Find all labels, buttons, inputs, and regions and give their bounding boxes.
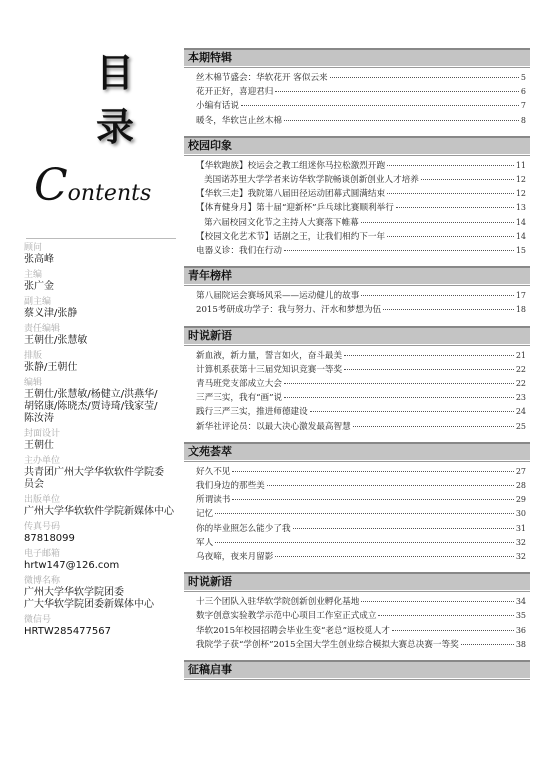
entry-title: 【校园文化艺术节】话剧之王，让我们相约下一年 [196,231,386,242]
section-items [184,346,530,434]
toc-entry [184,609,530,623]
section-header: 时说新语 [184,326,530,344]
section-items [184,68,530,128]
entry-title: 十三个团队入驻华软学院创新创业孵化基地 [196,597,360,608]
staff-label: 电子邮箱 [24,549,61,559]
dot-leader [387,236,514,237]
entry-title: 小编有话说 [196,101,239,112]
toc-entry [184,465,530,479]
toc-section [184,326,530,434]
section-header: 时说新语 [184,572,530,590]
dot-leader [275,556,513,557]
toc-entry [184,624,530,638]
section-header: 征稿启事 [184,660,530,678]
toc-entry [184,159,530,173]
section-items [184,156,530,258]
staff-block [24,455,174,491]
staff-block [24,350,174,374]
toc-entry [184,289,530,303]
dot-leader [361,295,514,296]
toc-entry [184,349,530,363]
toc-entry [184,493,530,507]
entry-title: 军人 [196,537,214,548]
entry-title: 所谓读书 [196,495,231,506]
toc-entry [184,173,530,187]
contents-heading [34,160,174,211]
dot-leader [396,207,514,208]
toc-entry [184,244,530,258]
entry-page-number: 15 [515,246,526,256]
entry-page-number: 25 [515,421,526,431]
entry-title: 新华社评论员：以最大决心激发最高智慧 [196,421,351,432]
dot-leader [267,485,514,486]
dot-leader [387,165,514,166]
entry-title: 乌夜啼，夜来月留影 [196,552,274,563]
toc-entry [184,550,530,564]
staff-label: 主编 [24,270,43,280]
toc-entry [184,303,530,317]
toc-entry [184,85,530,99]
toc-entry [184,405,530,419]
entry-page-number: 29 [515,495,526,505]
toc-entry [184,71,530,85]
toc-entry [184,201,530,215]
section-items [184,286,530,317]
entry-page-number: 7 [520,101,526,111]
entry-page-number: 27 [515,466,526,476]
entry-page-number: 32 [515,552,526,562]
staff-block [24,269,174,293]
dot-leader [383,309,514,310]
dot-leader [232,499,513,500]
dot-leader [353,426,514,427]
entry-page-number: 13 [515,203,526,213]
entry-title: 青马班党支部成立大会 [196,379,282,390]
entry-title: 计算机系获第十三届党知识竞赛一等奖 [196,364,343,375]
entry-page-number: 18 [515,305,526,315]
toc-section [184,660,530,680]
entry-title: 第六届校园文化节之主持人大赛落下帷幕 [204,217,359,228]
toc-entry [184,391,530,405]
staff-block [24,575,174,611]
staff-block [24,242,174,266]
contents-initial: C [34,160,68,211]
dot-leader [275,91,519,92]
toc-entry [184,522,530,536]
staff-value: 王朝仕/张慧敏/杨健立/洪燕华/ 胡铭康/陈晓杰/贾诗琦/钱家莹/ 陈汝涛 [24,389,158,424]
section-items [184,462,530,564]
entry-page-number: 8 [520,115,526,125]
toc-entry [184,479,530,493]
dot-leader [241,105,519,106]
entry-title: 华软2015年校园招聘会毕业生变“老总”返校觅人才 [196,625,390,636]
dot-leader [378,615,513,616]
contents-rest: ontents [67,181,152,206]
masthead-column [0,0,180,777]
staff-value: 张广金 [24,281,54,292]
toc-entry [184,536,530,550]
dot-leader [232,471,513,472]
section-header: 校园印象 [184,136,530,154]
staff-value: 王朝仕 [24,440,54,451]
dot-leader [310,411,514,412]
entry-title: 我们身边的那些美 [196,481,265,492]
entry-page-number: 17 [515,291,526,301]
dot-leader [215,542,514,543]
staff-block [24,377,174,425]
staff-block [24,428,174,452]
entry-title: 你的毕业照怎么能少了我 [196,523,291,534]
toc-entry [184,230,530,244]
entry-page-number: 28 [515,481,526,491]
left-divider [26,238,176,239]
entry-title: 数字创意实验教学示范中心项目工作室正式成立 [196,611,377,622]
staff-value: HRTW285477567 [24,626,111,637]
dot-leader [461,644,514,645]
toc-entry [184,507,530,521]
entry-page-number: 5 [520,73,526,82]
toc-entry [184,595,530,609]
section-header: 青年榜样 [184,266,530,284]
staff-block [24,296,174,320]
entry-title: 记忆 [196,509,214,520]
entry-title: 践行三严三实，推进师德建设 [196,407,308,418]
dot-leader [361,601,514,602]
entry-title: 新血液，新力量，誓言如火，奋斗最美 [196,350,343,361]
staff-label: 传真号码 [24,522,61,532]
entry-page-number: 22 [515,364,526,374]
entry-title: 我院学子获“学创杯”2015全国大学生创业综合模拟大赛总决赛一等奖 [196,639,459,650]
staff-value: 广州大学华软软件学院新媒体中心 [24,506,174,517]
entry-page-number: 23 [515,393,526,403]
staff-block [24,548,174,572]
toc-entry [184,420,530,434]
entry-page-number: 34 [515,597,526,607]
staff-block [24,494,174,518]
dot-leader [284,120,519,121]
toc-entry [184,638,530,652]
dot-leader [293,528,514,529]
staff-value: hrtw147@126.com [24,560,120,571]
staff-value: 张静/王朝仕 [24,362,78,373]
staff-label: 责任编辑 [24,324,61,334]
staff-block [24,521,174,545]
entry-page-number: 14 [515,217,526,227]
toc-entry [184,99,530,113]
staff-value: 蔡义津/张静 [24,308,78,319]
toc-section [184,136,530,258]
staff-block [24,323,174,347]
staff-label: 排版 [24,351,43,361]
staff-value: 张高峰 [24,254,54,265]
staff-value: 王朝仕/张慧敏 [24,335,88,346]
dot-leader [392,630,514,631]
entry-page-number: 14 [515,231,526,241]
entry-title: 好久不见 [196,466,231,477]
entry-title: 【华软三走】我院第八届田径运动团幕式圆满结束 [196,189,386,200]
toc-entry [184,216,530,230]
entry-title: 2015考研成功学子：我与努力、汗水和梦想为伍 [196,305,382,316]
toc-section [184,48,530,128]
staff-label: 微博名称 [24,576,61,586]
entry-title: 【体育健身月】第十届“迎新杯”乒乓球比赛顺利举行 [196,203,394,214]
dot-leader [284,250,514,251]
staff-label: 编辑 [24,378,43,388]
entry-title: 丝木棉节盛会：华软花开 客似云来 [196,73,328,83]
dot-leader [387,193,514,194]
toc-entry [184,363,530,377]
staff-block [24,614,174,638]
entry-page-number: 32 [515,537,526,547]
staff-label: 顾问 [24,243,43,253]
table-of-contents [184,48,530,688]
entry-page-number: 21 [515,350,526,360]
staff-list [24,242,174,641]
toc-entry [184,377,530,391]
entry-page-number: 36 [515,625,526,635]
entry-page-number: 30 [515,509,526,519]
entry-page-number: 38 [515,639,526,649]
dot-leader [344,369,514,370]
dot-leader [284,397,514,398]
entry-page-number: 35 [515,611,526,621]
entry-title: 第八届院运会赛场风采——运动健儿的故事 [196,291,360,302]
toc-entry [184,114,530,128]
staff-value: 共青团广州大学华软软件学院委 员会 [24,467,164,490]
toc-entry [184,187,530,201]
toc-section [184,442,530,564]
entry-title: 暖冬，华软岂止丝木棉 [196,115,282,126]
toc-section [184,266,530,317]
entry-page-number: 12 [515,189,526,199]
entry-page-number: 24 [515,407,526,417]
dot-leader [361,222,514,223]
dot-leader [330,77,519,78]
entry-page-number: 12 [515,175,526,185]
section-header: 文苑荟萃 [184,442,530,460]
entry-title: 【华软跑族】校运会之教工组迷你马拉松激烈开跑 [196,160,386,171]
entry-title: 花开正好，喜迎君归 [196,87,274,98]
dot-leader [215,513,514,514]
staff-label: 主办单位 [24,456,61,466]
entry-page-number: 22 [515,379,526,389]
toc-section [184,572,530,652]
entry-title: 三严三实，我有“画”说 [196,393,283,404]
staff-label: 微信号 [24,615,52,625]
dot-leader [284,383,514,384]
section-header: 本期特辑 [184,48,530,66]
staff-value: 87818099 [24,533,75,544]
staff-value: 广州大学华软学院团委 广大华软学院团委新媒体中心 [24,587,154,610]
section-rule [184,679,530,680]
staff-label: 出版单位 [24,495,61,505]
entry-title: 美国诺苏里大学学者来访华软学院畅谈创新创业人才培养 [204,175,419,186]
staff-label: 副主编 [24,297,52,307]
section-items [184,592,530,652]
staff-label: 封面设计 [24,429,61,439]
dot-leader [344,355,514,356]
entry-title: 电器义诊：我们在行动 [196,246,282,257]
entry-page-number: 31 [515,523,526,533]
title-char-lu: 录 [96,104,135,149]
entry-page-number: 6 [520,87,526,97]
title-char-mu: 目 [96,50,135,95]
entry-page-number: 11 [515,160,526,170]
dot-leader [421,179,514,180]
